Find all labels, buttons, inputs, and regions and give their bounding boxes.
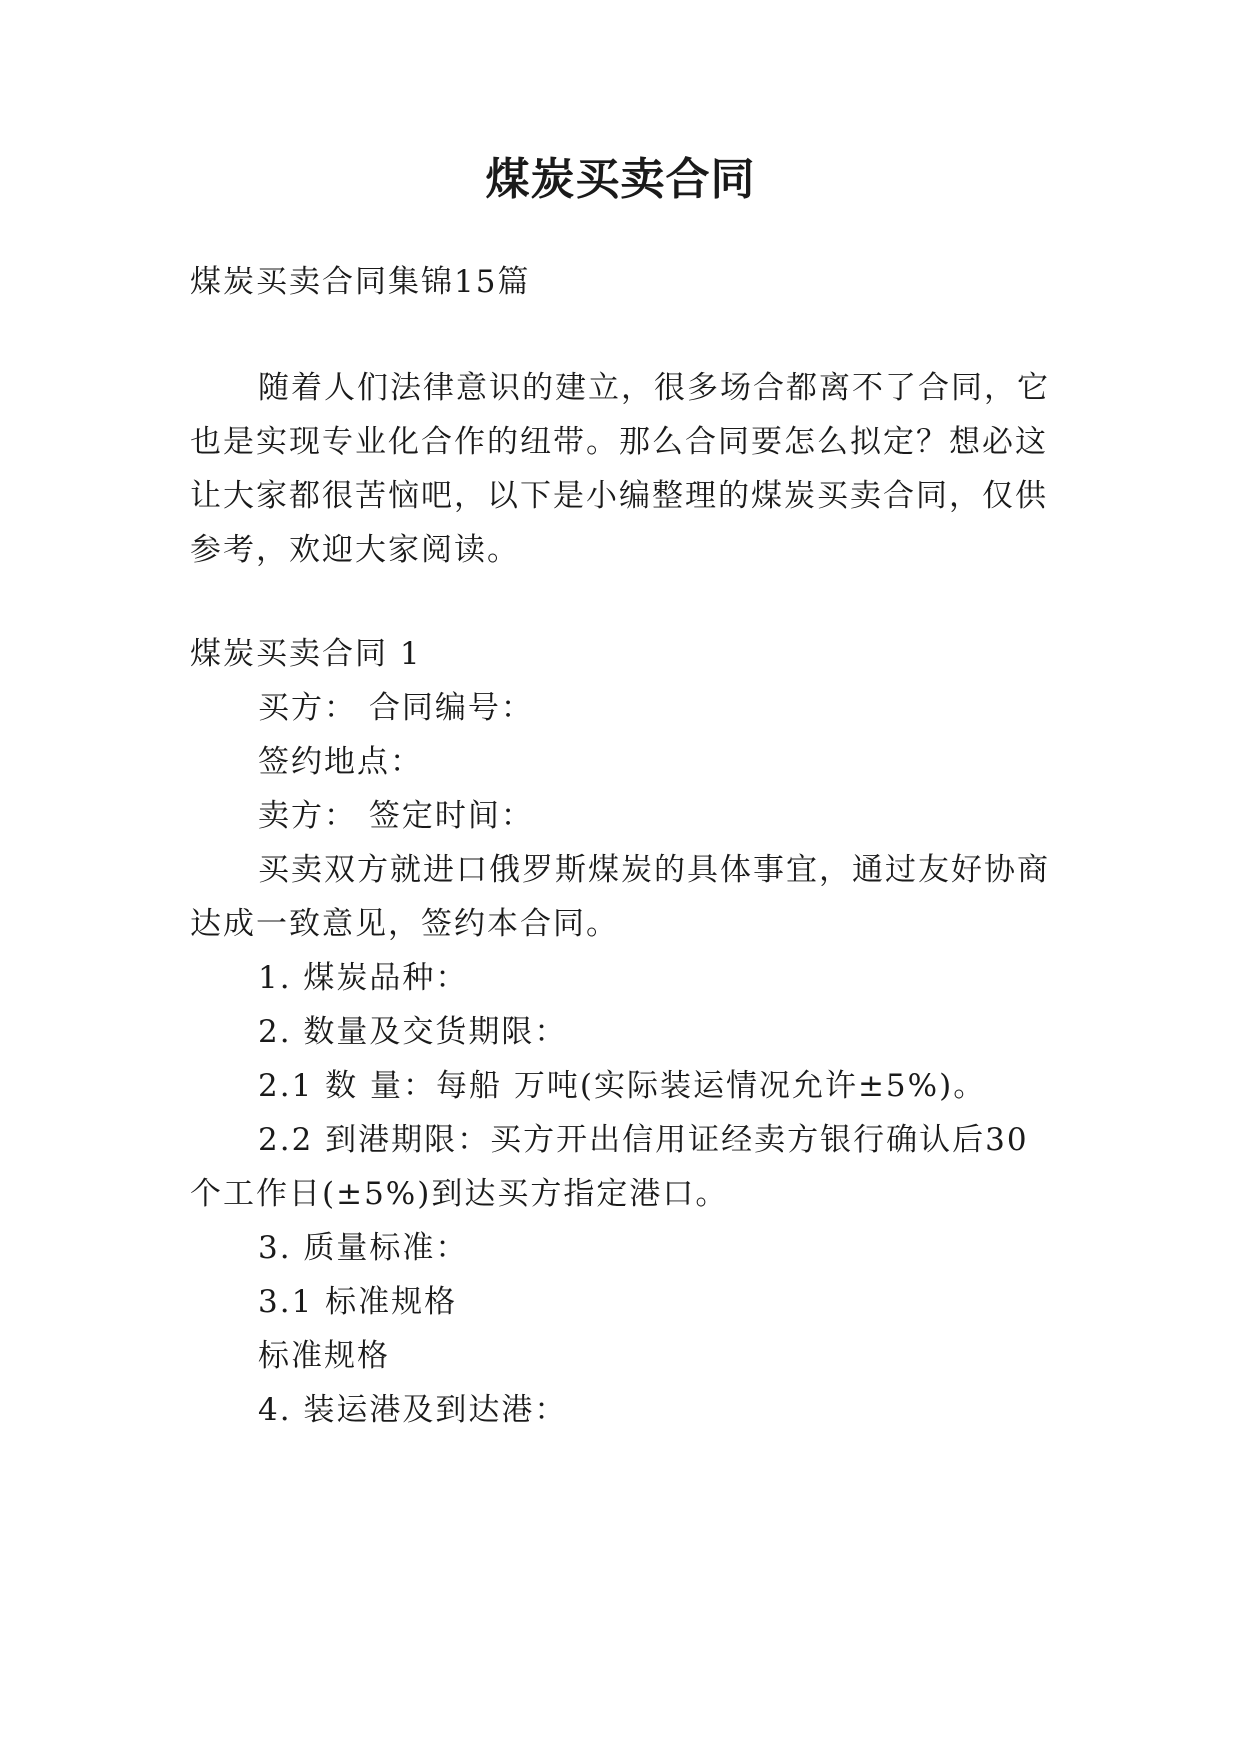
document-title: 煤炭买卖合同 xyxy=(485,154,756,205)
clause-3-1-text: 标准规格 xyxy=(258,1338,390,1374)
intro-line-1: 随着人们法律意识的建立，很多场合都离不了合同，它 xyxy=(258,370,1050,406)
clause-4: 4. 装运港及到达港： xyxy=(258,1392,568,1428)
agreement-line-2: 达成一致意见，签约本合同。 xyxy=(190,906,619,942)
field-seller-signing-time: 卖方： 签定时间： xyxy=(258,798,534,834)
section-title: 煤炭买卖合同 1 xyxy=(190,636,422,672)
intro-line-3: 让大家都很苦恼吧，以下是小编整理的煤炭买卖合同，仅供 xyxy=(190,478,1048,514)
field-signing-place: 签约地点： xyxy=(258,744,423,780)
intro-line-4: 参考，欢迎大家阅读。 xyxy=(190,532,520,568)
clause-2-1: 2.1 数 量：每船 万吨(实际装运情况允许±5%)。 xyxy=(258,1068,987,1104)
clause-3-1: 3.1 标准规格 xyxy=(258,1284,458,1320)
agreement-line-1: 买卖双方就进口俄罗斯煤炭的具体事宜，通过友好协商 xyxy=(258,852,1050,888)
document-subtitle: 煤炭买卖合同集锦15篇 xyxy=(190,264,531,300)
clause-2: 2. 数量及交货期限： xyxy=(258,1014,568,1050)
clause-2-2-line-2: 个工作日(±5%)到达买方指定港口。 xyxy=(190,1176,729,1212)
clause-3: 3. 质量标准： xyxy=(258,1230,469,1266)
intro-line-2: 也是实现专业化合作的纽带。那么合同要怎么拟定？想必这 xyxy=(190,424,1048,460)
clause-1: 1. 煤炭品种： xyxy=(258,960,469,996)
clause-2-2-line-1: 2.2 到港期限：买方开出信用证经卖方银行确认后30 xyxy=(258,1122,1029,1158)
field-buyer-contract-no: 买方： 合同编号： xyxy=(258,690,534,726)
